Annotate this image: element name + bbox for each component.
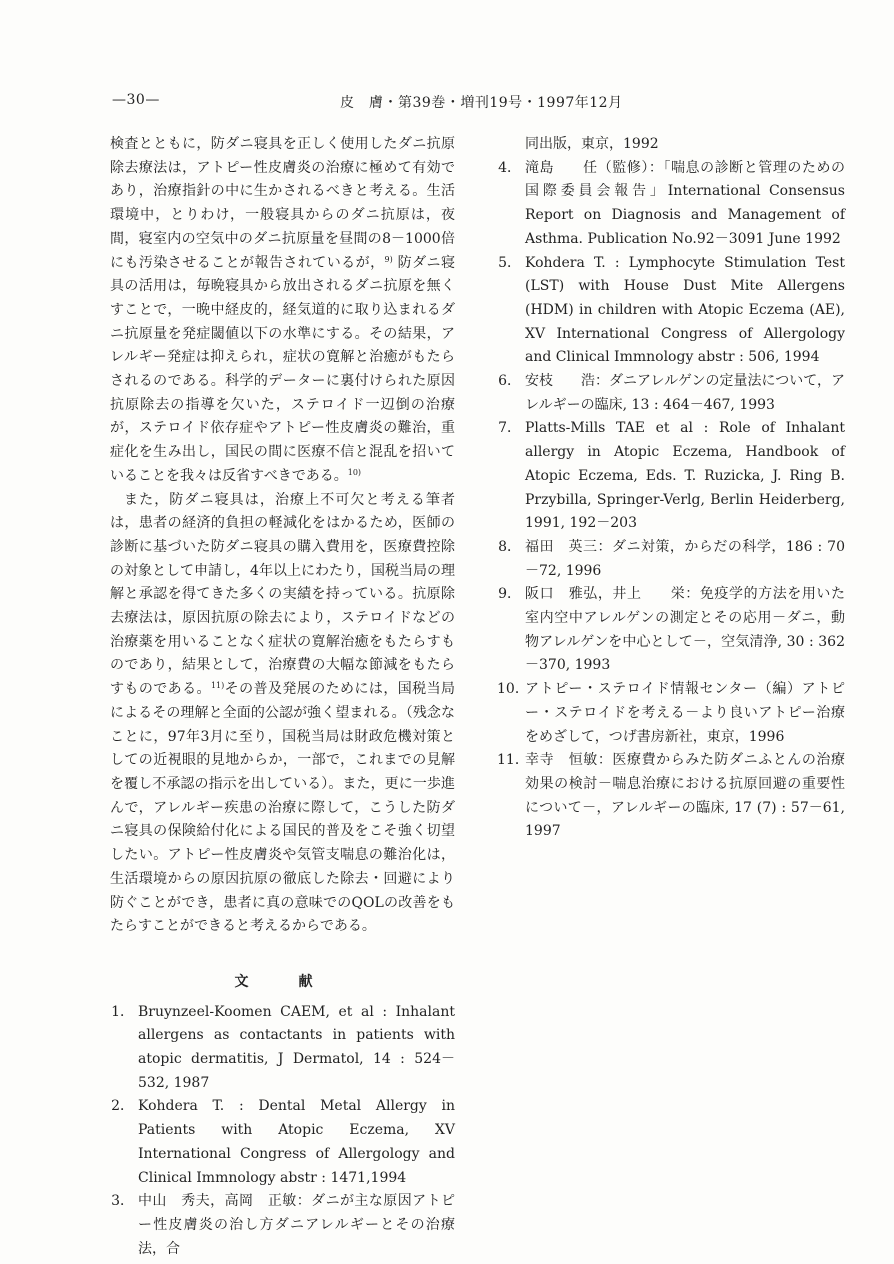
body-paragraph-2: また，防ダニ寝具は，治療上不可欠と考える筆者は，患者の経済的負担の軽減化をはかるため，医師の診断に基づいた防ダニ寝具の購入費用を，医療費控除の対象として申請し，4年以上にわたり，国税当局の理解と承認を得てきた多くの実績を持っている。抗原除去療法は，原因抗原の除去により，ステロイドなどの治療薬を用いることなく症状の寛解治癒をもたらすものであり，結果として，治療費の大幅な節減をもたらすものである。$^{11)}$その普及発展のためには，国税当局によるその理解と全面的公認が強く望まれる。（残念なことに，97年3月に至り，国税当局は財政危機対策としての近視眼的見地からか，一部で，これまでの見解を覆し不承認の指示を出している）。また，更に一歩進んで，アレルギー疾患の治療に際して，こうした防ダニ寝具の保険給付化による国民的普及をこそ強く切望したい。アトピー性皮膚炎や気管支喘息の難治化は，生活環境からの原因抗原の徹底した除去・回避により防ぐことができ，患者に真の意味でのQOLの改善をもたらすことができると考えるからである。 <box>110 491 456 935</box>
reference-item: 5． Kohdera T. : Lymphocyte Stimulation Test (LST) with House Dust Mite Allergens (HDM) in children with Atopic Eczema (AE), XV International Congress of Allergology and Clinical Immnology abstr : 506, 1994 <box>498 254 845 366</box>
reference-item: 10． アトピー・ステロイド情報センター（編）アトピー・ステロイドを考える－より良いアトピー治療をめざして，つげ書房新社，東京，1996 <box>497 681 845 745</box>
citation-ref: 10) <box>347 467 362 477</box>
page-number: —30— <box>112 92 160 108</box>
reference-item: 11． 幸寺 恒敏：医療費からみた防ダニふとんの治療効果の検討－喘息治療における抗原回避の重要性について－，アレルギーの臨床, 17 (7) : 57－61, 1997 <box>497 752 845 840</box>
body-paragraph-1: 検査とともに，防ダニ寝具を正しく使用したダニ抗原除去療法は，アトピー性皮膚炎の治療に極めて有効であり，治療指針の中に生かされるべきと考える。生活環境中，とりわけ，一般寝具からのダニ抗原は，夜間，寝室内の空気中のダニ抗原量を昼間の8－1000倍にも汚染させることが報告されているが，$^{9)}$ 防ダニ寝具の活用は，毎晩寝具から放出されるダニ抗原を無くすことで，一晩中経皮的，経気道的に取り込まれるダニ抗原量を発症閾値以下の水準にする。その結果，アレルギー発症は抑えられ，症状の寛解と治癒がもたらされるのである。科学的データーに裏付けられた原因抗原除去の指導を欠いた，ステロイド一辺倒の治療が，ステロイド依存症やアトピー性皮膚炎の難治，重症化を生み出し，国民の間に医療不信と混乱を招いていることを我々は反省すべきである。$^{10)}$ <box>110 136 455 484</box>
reference-item: 4． 滝島 任（監修）：「喘息の診断と管理のための国際委員会報告」International Consensus Report on Diagnosis and Management of Asthma. Publication No.92－3091 June 1992 <box>498 159 845 247</box>
reference-item: 6． 安枝 浩：ダニアレルゲンの定量法について，アレルギーの臨床, 13 : 464－467, 1993 <box>498 373 845 413</box>
journal-header: 皮 膚・第39巻・増刊19号・1997年12月 <box>340 95 623 111</box>
reference-item: 7． Platts-Mills TAE et al : Role of Inhalant allergy in Atopic Eczema, Handbook of Atopic Eczema, Eds. T. Ruzicka, J. Ring B. Przybilla, Springer-Verlg, Berlin Heiderberg, 1991, 192－203 <box>498 420 845 532</box>
left-column <box>110 133 455 1261</box>
reference-item: 3． 中山 秀夫，高岡 正敏：ダニが主な原因アトピー性皮膚炎の治し方ダニアレルギーとその治療法，合 <box>111 1193 455 1257</box>
references-heading: 文 献 <box>234 973 331 990</box>
reference-item: 8． 福田 英三：ダニ対策，からだの科学，186 : 70－72, 1996 <box>498 538 845 579</box>
reference-item: 2． Kohdera T. : Dental Metal Allergy in Patients with Atopic Eczema, XV International Congress of Allergology and Clinical Immnology abstr : 1471,1994 <box>111 1098 455 1186</box>
reference-item: 1． Bruynzeel-Koomen CAEM, et al : Inhalant allergens as contactants in patients with atopic dermatitis, J Dermatol, 14 : 524－532, 1987 <box>111 1003 455 1091</box>
citation-ref: 11) <box>210 681 225 691</box>
right-column <box>497 133 845 844</box>
reference-item-continued: 同出版，東京，1992 <box>525 136 659 152</box>
citation-ref: 9) <box>384 254 393 264</box>
reference-item: 9． 阪口 雅弘，井上 栄：免疫学的方法を用いた室内空中アレルゲンの測定とその応用－ダニ，動物アレルゲンを中心として－，空気清浄, 30 : 362－370, 1993 <box>498 586 845 674</box>
